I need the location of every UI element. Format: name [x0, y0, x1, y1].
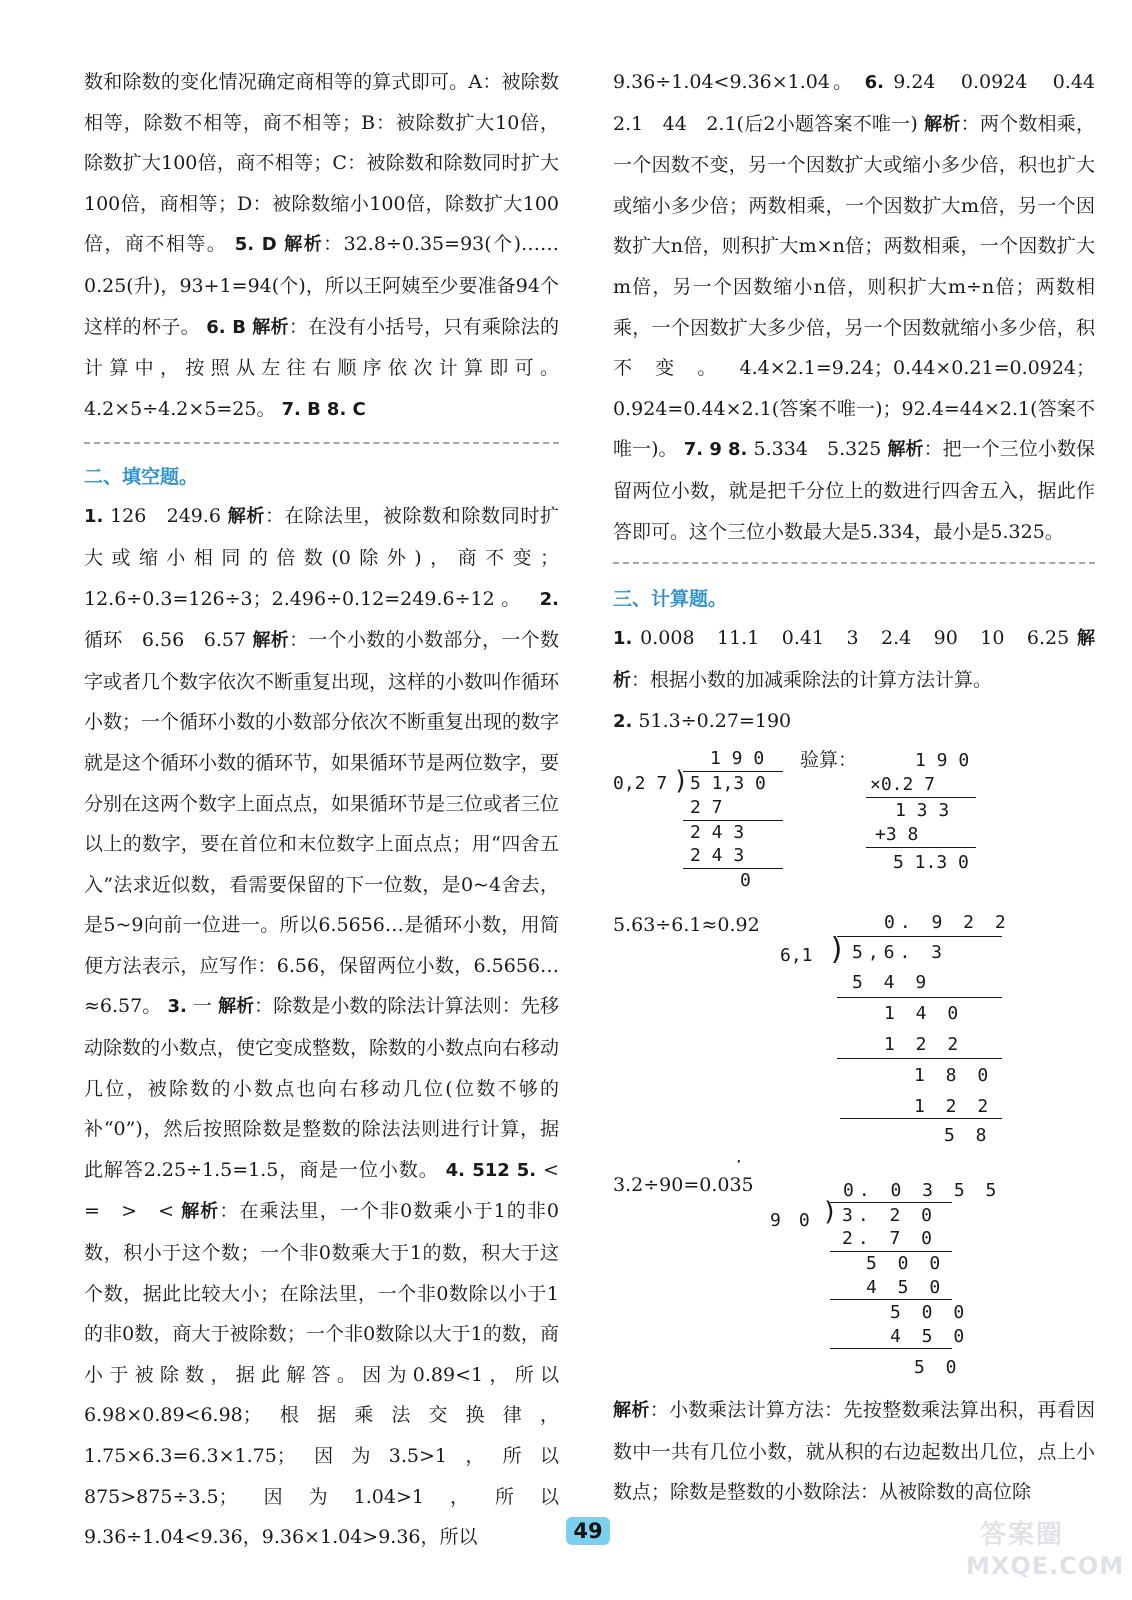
question-number: 6. B: [206, 316, 246, 338]
question-number: 3.: [167, 996, 187, 1018]
answer-text: [84, 62, 559, 430]
step-line: [683, 820, 783, 821]
step-row: 2 4 3: [690, 822, 745, 843]
partial-product: 1 3 3: [895, 800, 950, 821]
question-number: 5. D: [234, 234, 277, 256]
section-divider: [84, 442, 559, 444]
step-row: 5 0 0: [890, 1302, 970, 1323]
divisor: 6,1: [780, 945, 813, 966]
watermark-url: MXQE.COM: [966, 1552, 1125, 1580]
step-row: 2 7: [690, 797, 723, 818]
question-answer: 7. B: [281, 398, 321, 420]
analysis-label: 解析: [227, 506, 265, 528]
analysis-text: ：在没有小括号，只有乘除法的计算中，按照从左往右顺序依次计算即可。4.2×5÷4.2×5=25。: [84, 315, 559, 420]
fill-answers: [84, 496, 579, 1557]
step-row: 5 0: [914, 1357, 962, 1378]
dividend: 5 1,3 0: [690, 773, 766, 794]
check-label: 验算：: [800, 749, 858, 771]
step-line: [866, 847, 976, 848]
fill-answers-continued: [613, 62, 1115, 552]
step-row: 1 8 0: [914, 1065, 994, 1086]
step-row: 2. 7 0: [842, 1228, 938, 1249]
analysis-label: 解析: [924, 113, 961, 135]
question-answer: 8. C: [326, 398, 366, 420]
multiplier: ×0.2 7: [870, 774, 936, 795]
quotient: 0. 9 2 2: [884, 912, 1011, 933]
left-column: [84, 62, 579, 1558]
step-line: [683, 868, 783, 869]
multiplicand: 1 9 0: [915, 750, 970, 771]
question-number: 6.: [864, 72, 884, 93]
step-row: 5 0 0: [866, 1253, 946, 1274]
analysis-text: ：把一个三位小数保留两位小数，就是把千分位上的数进行四舍五入，据此作答即可。这个三位小数最大是5.334，最小是5.325。: [613, 438, 1095, 543]
answer: 一: [192, 995, 212, 1018]
analysis-text: ：在乘法里，一个非0数乘小于1的非0数，积小于这个数；一个非0数乘大于1的数，积大于这个数，据此比较大小；在除法里，一个非0数除以小于1的非0数，商大于被除数；一个非0数除以大于1的数，商小于被除数，据此解答。因为0.89<1，所以6.98×0.89<6.98；根据乘法交换律，1.75×6.3=6.3×1.75；因为3.5>1，所以875>875÷3.5；因为1.04>1，所以9.36÷1.04<9.36，9.36×1.04>9.36，所以: [84, 1200, 559, 1549]
equation: 5.63÷6.1≈0.92: [613, 914, 760, 936]
step-row: 4 5 0: [890, 1326, 970, 1347]
step-row: 2 4 3: [690, 845, 745, 866]
question-number: 5.: [516, 1159, 537, 1181]
quotient: 0. 0 3 5 5: [843, 1180, 1002, 1201]
answer: 9.24 0.0924 0.44 2.1 44 2.1(后2小题答案不唯一): [613, 71, 1115, 135]
question-number: 2.: [613, 711, 633, 733]
question-number: 1.: [84, 506, 104, 528]
step-row: 5 4 9: [852, 972, 932, 993]
analysis-text: ：除数是小数的除法计算法则：先移动除数的小数点，使它变成整数，除数的小数点向右移动几位，被除数的小数点也向右移动几位(位数不够的补“0”)，然后按照除数是整数的除法法则进行计算，据此解答2.25÷1.5=1.5，商是一位小数。: [84, 995, 560, 1181]
analysis-text: ：两个数相乘，一个因数不变，另一个因数扩大或缩小多少倍，积也扩大或缩小多少倍；两数相乘，一个因数扩大m倍，另一个因数扩大n倍，则积扩大m×n倍；两数相乘，一个因数扩大m倍，另一个因数缩小n倍，则积扩大m÷n倍；两数相乘，一个因数扩大多少倍，另一个因数就缩小多少倍，积不变。4.4×2.1=9.24；0.44×0.21=0.0924；0.924=0.44×2.1(答案不唯一)；92.4=44×2.1(答案不唯一)。: [613, 112, 1096, 461]
step-row: 5 8: [944, 1125, 992, 1146]
product: 5 1.3 0: [893, 852, 969, 873]
dividend: 5,6. 3: [852, 942, 948, 963]
step-line: [840, 1118, 1002, 1119]
step-row: 0: [740, 870, 751, 891]
analysis-label: 解析: [181, 1201, 220, 1223]
analysis-text: ：根据小数的加减乘除法的计算方法计算。: [631, 668, 993, 691]
watermark-text: 答案圈: [980, 1520, 1065, 1550]
step-line: [830, 1251, 952, 1252]
section-title: 三、计算题。: [613, 588, 728, 611]
watermark-logo: [962, 1508, 1125, 1590]
question-answer: 4. 512: [445, 1159, 510, 1181]
step-line: [837, 997, 1002, 998]
equation: 3.2÷90=0.035: [613, 1174, 754, 1196]
quotient: 1 9 0: [710, 748, 765, 769]
division-bracket-icon: ): [822, 1197, 838, 1227]
analysis-text: ：一个小数的小数部分，一个数字或者几个数字依次不断重复出现，这样的小数叫作循环小数；一个循环小数的小数部分依次不断重复出现的数字就是这个循环小数的循环节，如果循环节是两位数字，要分别在这两个数字上面点点，如果循环节是三位或者三位以上的数字，要在首位和末位数字上面点点；用“四舍五入”法求近似数，看需要保留的下一位数，是0~4舍去，是5~9向前一位进一。所以6.5656…是循环小数，用简便方法表示，应写作：6.56，保留两位小数，6.5656…≈6.57。: [84, 629, 560, 1018]
text: 数和除数的变化情况确定商相等的算式即可。A：被除数相等，除数不相等，商不相等；B：被除数扩大10倍，除数扩大100倍，商不相等；C：被除数和除数同时扩大100倍，商相等；D：被除数缩小100倍，除数扩大100倍，商不相等。: [84, 71, 559, 256]
step-row: 1 2 2: [884, 1034, 964, 1055]
analysis-label: 解析: [284, 234, 324, 256]
analysis-text: ：在除法里，被除数和除数同时扩大或缩小相同的倍数(0除外)，商不变；12.6÷0.3=126÷3；2.496÷0.12=249.6÷12。: [84, 505, 559, 610]
step-row: 1 2 2: [914, 1096, 994, 1117]
step-line: [866, 797, 976, 798]
right-column: [613, 62, 1115, 743]
page-number: 49: [566, 1517, 610, 1545]
division-bar: [683, 771, 783, 772]
answer: 5.334 5.325: [753, 438, 882, 461]
equation: 51.3÷0.27=190: [638, 710, 792, 733]
division-bracket-icon: ): [673, 766, 689, 796]
question-number: 1.: [613, 628, 633, 650]
step-row: 4 5 0: [866, 1277, 946, 1298]
analysis-label: 解析: [218, 996, 255, 1018]
question-number: 2.: [539, 588, 559, 610]
step-line: [830, 1348, 952, 1349]
section-divider: [613, 562, 1095, 564]
step-line: [837, 1058, 1002, 1059]
question-answer: 7. 9: [683, 439, 722, 461]
answer: 0.008 11.1 0.41 3 2.4 90 10 6.25: [640, 627, 1070, 650]
answer: < = > <: [84, 1158, 579, 1223]
answer: 循环 6.56 6.57: [84, 629, 247, 652]
analysis-text: ：32.8÷0.35=93(个)……0.25(升)，93+1=94(个)，所以王阿姨至少要准备94个这样的杯子。: [84, 233, 559, 338]
text: 9.36÷1.04<9.36×1.04。: [613, 71, 856, 93]
dividend: 3. 2 0: [842, 1205, 938, 1226]
answer: 126 249.6: [110, 505, 222, 528]
calc-2-equation: [613, 701, 1095, 743]
repeating-dot: ·: [734, 1152, 744, 1171]
calc-answers: [613, 618, 1095, 701]
division-bracket-icon: ): [828, 932, 847, 967]
analysis-label: 解析: [613, 628, 1095, 691]
analysis-label: 解析: [887, 439, 924, 461]
analysis-label: 解析: [613, 1400, 650, 1421]
analysis-label: 解析: [252, 630, 290, 652]
divisor: 0,2 7: [613, 773, 668, 794]
step-row: 1 4 0: [884, 1003, 964, 1024]
final-analysis: [613, 1390, 1095, 1513]
question-number: 8.: [728, 439, 748, 461]
partial-product: +3 8: [875, 824, 919, 845]
step-line: [830, 1299, 952, 1300]
analysis-text: ：小数乘法计算方法：先按整数乘法算出积，再看因数中一共有几位小数，就从积的右边起数出几位，点上小数点；除数是整数的小数除法：从被除数的高位除: [613, 1399, 1095, 1504]
division-bar: [837, 936, 1002, 937]
section-title: 二、填空题。: [84, 466, 199, 489]
division-bar: [830, 1202, 952, 1203]
divisor: 9 0: [770, 1210, 810, 1231]
analysis-label: 解析: [252, 316, 289, 338]
